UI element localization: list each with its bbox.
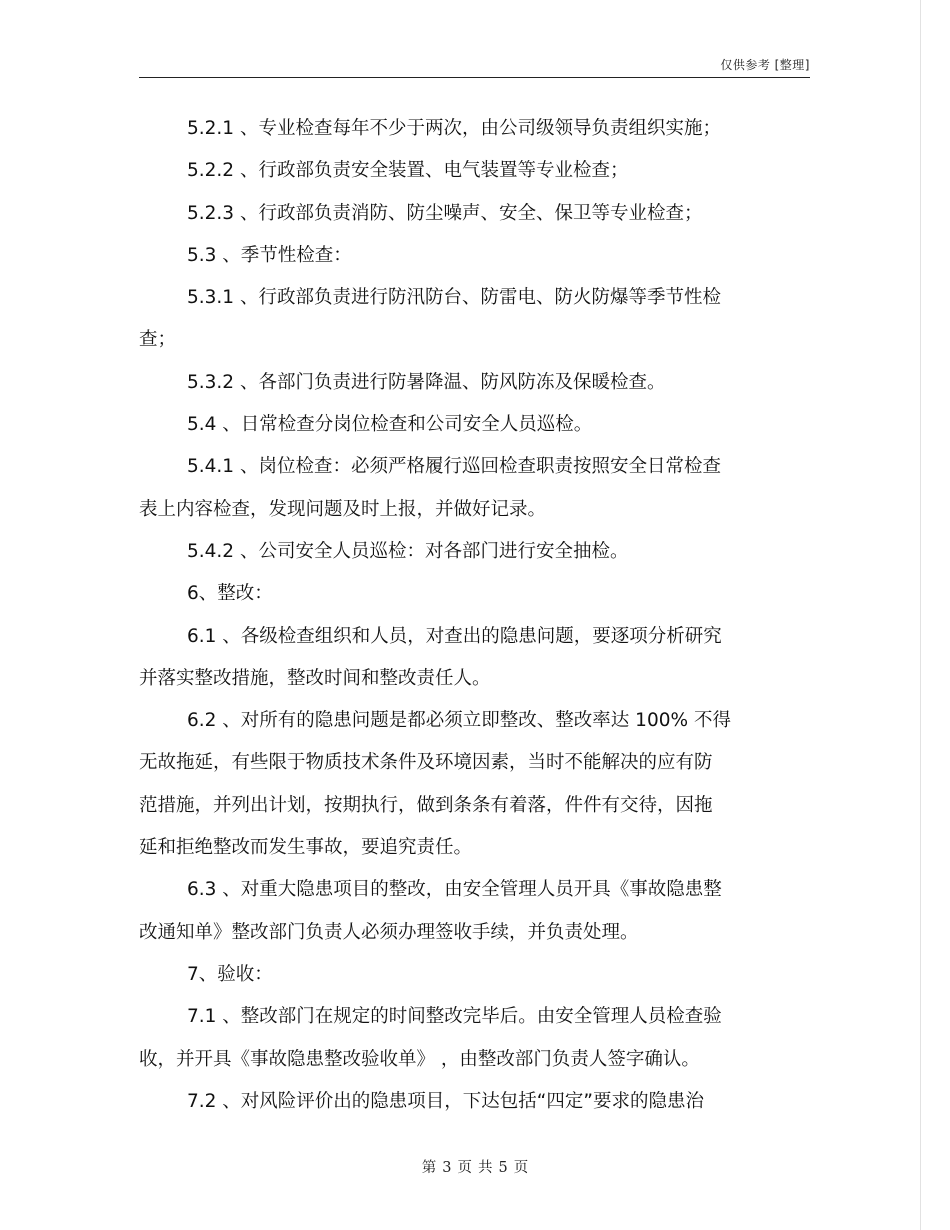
paragraph-line: 并落实整改措施，整改时间和整改责任人。 xyxy=(139,667,491,689)
paragraph-line: 收，并开具《事故隐患整改验收单》 ，由整改部门负责人签字确认。 xyxy=(139,1048,700,1070)
document-body xyxy=(139,108,829,1123)
header-label: 仅供参考 [整理] xyxy=(720,58,810,72)
paragraph-line: 5.4.1 、岗位检查：必须严格履行巡回检查职责按照安全日常检查 xyxy=(187,456,721,478)
footer-total-pages: 5 xyxy=(498,1160,508,1176)
footer-total-word: 共 xyxy=(478,1160,493,1176)
footer-page-word: 页 xyxy=(457,1160,472,1176)
paragraph-line: 6.3 、对重大隐患项目的整改，由安全管理人员开具《事故隐患整 xyxy=(187,879,722,901)
paragraph-line: 5.2.3 、行政部负责消防、防尘噪声、安全、保卫等专业检查； xyxy=(187,202,703,224)
footer-prefix: 第 xyxy=(421,1160,437,1176)
paragraph-line: 5.2.2 、行政部负责安全装置、电气装置等专业检查； xyxy=(187,160,629,182)
paragraph-line: 5.4 、日常检查分岗位检查和公司安全人员巡检。 xyxy=(187,414,593,436)
section-heading: 6、整改： xyxy=(187,583,273,605)
paragraph-line: 6.2 、对所有的隐患问题是都必须立即整改、整改率达 100% 不得 xyxy=(187,710,731,732)
paragraph-line: 查； xyxy=(139,329,177,351)
paragraph-line: 6.1 、各级检查组织和人员，对查出的隐患问题，要逐项分析研究 xyxy=(187,625,722,647)
section-heading: 7、验收： xyxy=(187,963,273,985)
paragraph-line: 改通知单》整改部门负责人必须办理签收手续，并负责处理。 xyxy=(139,921,639,943)
paragraph-line: 5.3 、季节性检查： xyxy=(187,244,352,266)
paragraph-line: 延和拒绝整改而发生事故，要追究责任。 xyxy=(139,837,473,859)
footer-current-page: 3 xyxy=(442,1160,452,1176)
header-rule xyxy=(139,77,810,78)
footer-suffix: 页 xyxy=(513,1160,529,1176)
paragraph-line: 5.4.2 、公司安全人员巡检：对各部门进行安全抽检。 xyxy=(187,540,629,562)
paragraph-line: 5.2.1 、专业检查每年不少于两次，由公司级领导负责组织实施； xyxy=(187,118,721,139)
paragraph-line: 5.3.1 、行政部负责进行防汛防台、防雷电、防火防爆等季节性检 xyxy=(187,287,721,309)
paragraph-line: 无故拖延，有些限于物质技术条件及环境因素，当时不能解决的应有防 xyxy=(139,752,713,774)
paragraph-line: 范措施，并列出计划，按期执行，做到条条有着落，件件有交待，因拖 xyxy=(139,794,713,816)
paragraph-line: 7.1 、整改部门在规定的时间整改完毕后。由安全管理人员检查验 xyxy=(187,1006,722,1028)
paragraph-line: 5.3.2 、各部门负责进行防暑降温、防风防冻及保暖检查。 xyxy=(187,371,666,393)
paragraph-line: 表上内容检查，发现问题及时上报，并做好记录。 xyxy=(139,498,547,520)
page-footer xyxy=(0,1156,950,1177)
paragraph-line: 7.2 、对风险评价出的隐患项目，下达包括“四定”要求的隐患治 xyxy=(187,1090,704,1112)
